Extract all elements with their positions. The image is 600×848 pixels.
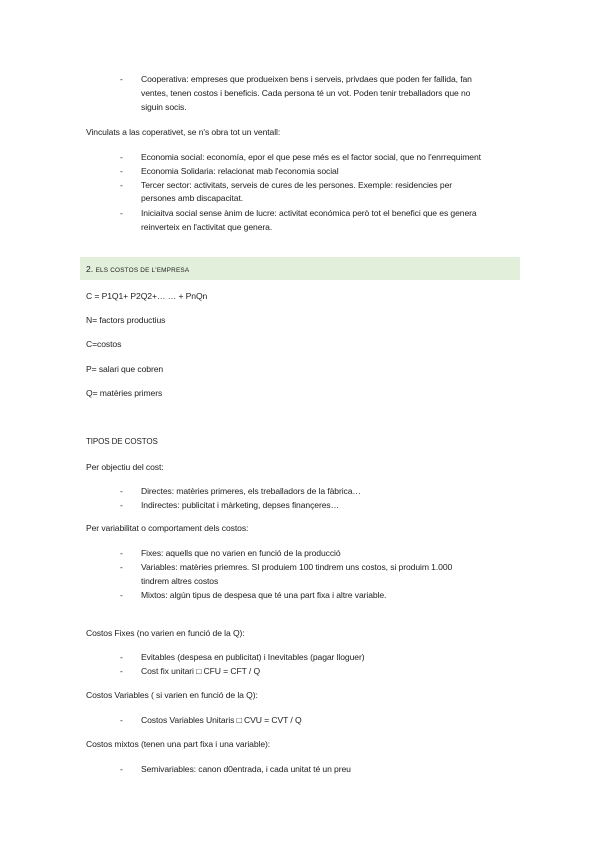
list-item: Costos Variables Unitaris □ CVU = CVT / Q: [141, 715, 302, 725]
list-item-cont: tindrem altres costos: [141, 576, 219, 586]
definition: P= salari que cobren: [86, 364, 164, 374]
per-objectiu-heading: Per objectiu del cost:: [86, 462, 164, 472]
list-dash: -: [120, 764, 123, 774]
list-dash: -: [120, 652, 123, 662]
list-dash: -: [120, 500, 123, 510]
list-item: Economia social: economía, epor el que pese més es el factor social, que no l'enrrequiment: [141, 152, 481, 162]
list-dash: -: [120, 715, 123, 725]
list-dash: -: [120, 548, 123, 558]
section-heading: [86, 263, 189, 277]
list-item: Evitables (despesa en publicitat) i Inevitables (pagar lloguer): [141, 652, 365, 662]
definition: C=costos: [86, 339, 122, 349]
costos-mixtos-heading: Costos mixtos (tenen una part fixa i una variable):: [86, 739, 271, 749]
list-item: Directes: matèries primeres, els treballadors de la fàbrica…: [141, 486, 361, 496]
tipos-heading: TIPOS DE COSTOS: [86, 437, 158, 446]
list-item: Fixes: aquells que no varien en funció de la producció: [141, 548, 341, 558]
costos-variables-heading: Costos Variables ( si varien en funció de la Q):: [86, 690, 258, 700]
section-title: ELS COSTOS DE L'EMPRESA: [95, 267, 190, 274]
list-dash: -: [120, 152, 123, 162]
section-number: 2.: [86, 264, 94, 274]
cost-formula: C = P1Q1+ P2Q2+… … + PnQn: [86, 291, 208, 301]
definition: N= factors productius: [86, 315, 166, 325]
list-item: Iniciaitva social sense ànim de lucre: activitat económica però tot el benefici que es genera: [141, 208, 477, 218]
list-item: Semivariables: canon d0entrada, i cada unitat té un preu: [141, 764, 351, 774]
list-item-cont: reinverteix en l'activitat que genera.: [141, 222, 273, 232]
list-dash: -: [120, 208, 123, 218]
list-item: Economia Solidaria: relacionat mab l'economia social: [141, 166, 339, 176]
list-dash: -: [120, 74, 123, 84]
costos-fixes-heading: Costos Fixes (no varien en funció de la Q):: [86, 628, 245, 638]
definition: Q= matèries primers: [86, 388, 163, 398]
list-dash: -: [120, 666, 123, 676]
list-dash: -: [120, 486, 123, 496]
list-item-cont: persones amb discapacitat.: [141, 193, 244, 203]
coop-line-1: Cooperativa: empreses que produeixen bens i serveis, privdaes que poden fer fallida, fan: [141, 74, 472, 84]
list-item: Mixtos: algún tipus de despesa que té una part fixa i altre variable.: [141, 590, 387, 600]
list-dash: -: [120, 590, 123, 600]
coop-line-2: ventes, tenen costos i beneficis. Cada persona té un vot. Poden tenir treballadors que no: [141, 88, 471, 98]
list-item: Tercer sector: activitats, serveis de cures de les persones. Exemple: residencies per: [141, 180, 453, 190]
list-item: Variables: matèries priemres. SI produiem 100 tindrem uns costos, si produim 1.000: [141, 562, 453, 572]
list-dash: -: [120, 180, 123, 190]
list-item: Cost fix unitari □ CFU = CFT / Q: [141, 666, 261, 676]
list-dash: -: [120, 562, 123, 572]
coop-line-3: siguin socis.: [141, 102, 187, 112]
list-item: Indirectes: publicitat i màrketing, depses finançeres…: [141, 500, 340, 510]
list-dash: -: [120, 166, 123, 176]
per-variabilitat-heading: Per variabilitat o comportament dels costos:: [86, 523, 249, 533]
vinculats-heading: Vinculats a las coperativet, se n's obra tot un ventall:: [86, 127, 281, 137]
